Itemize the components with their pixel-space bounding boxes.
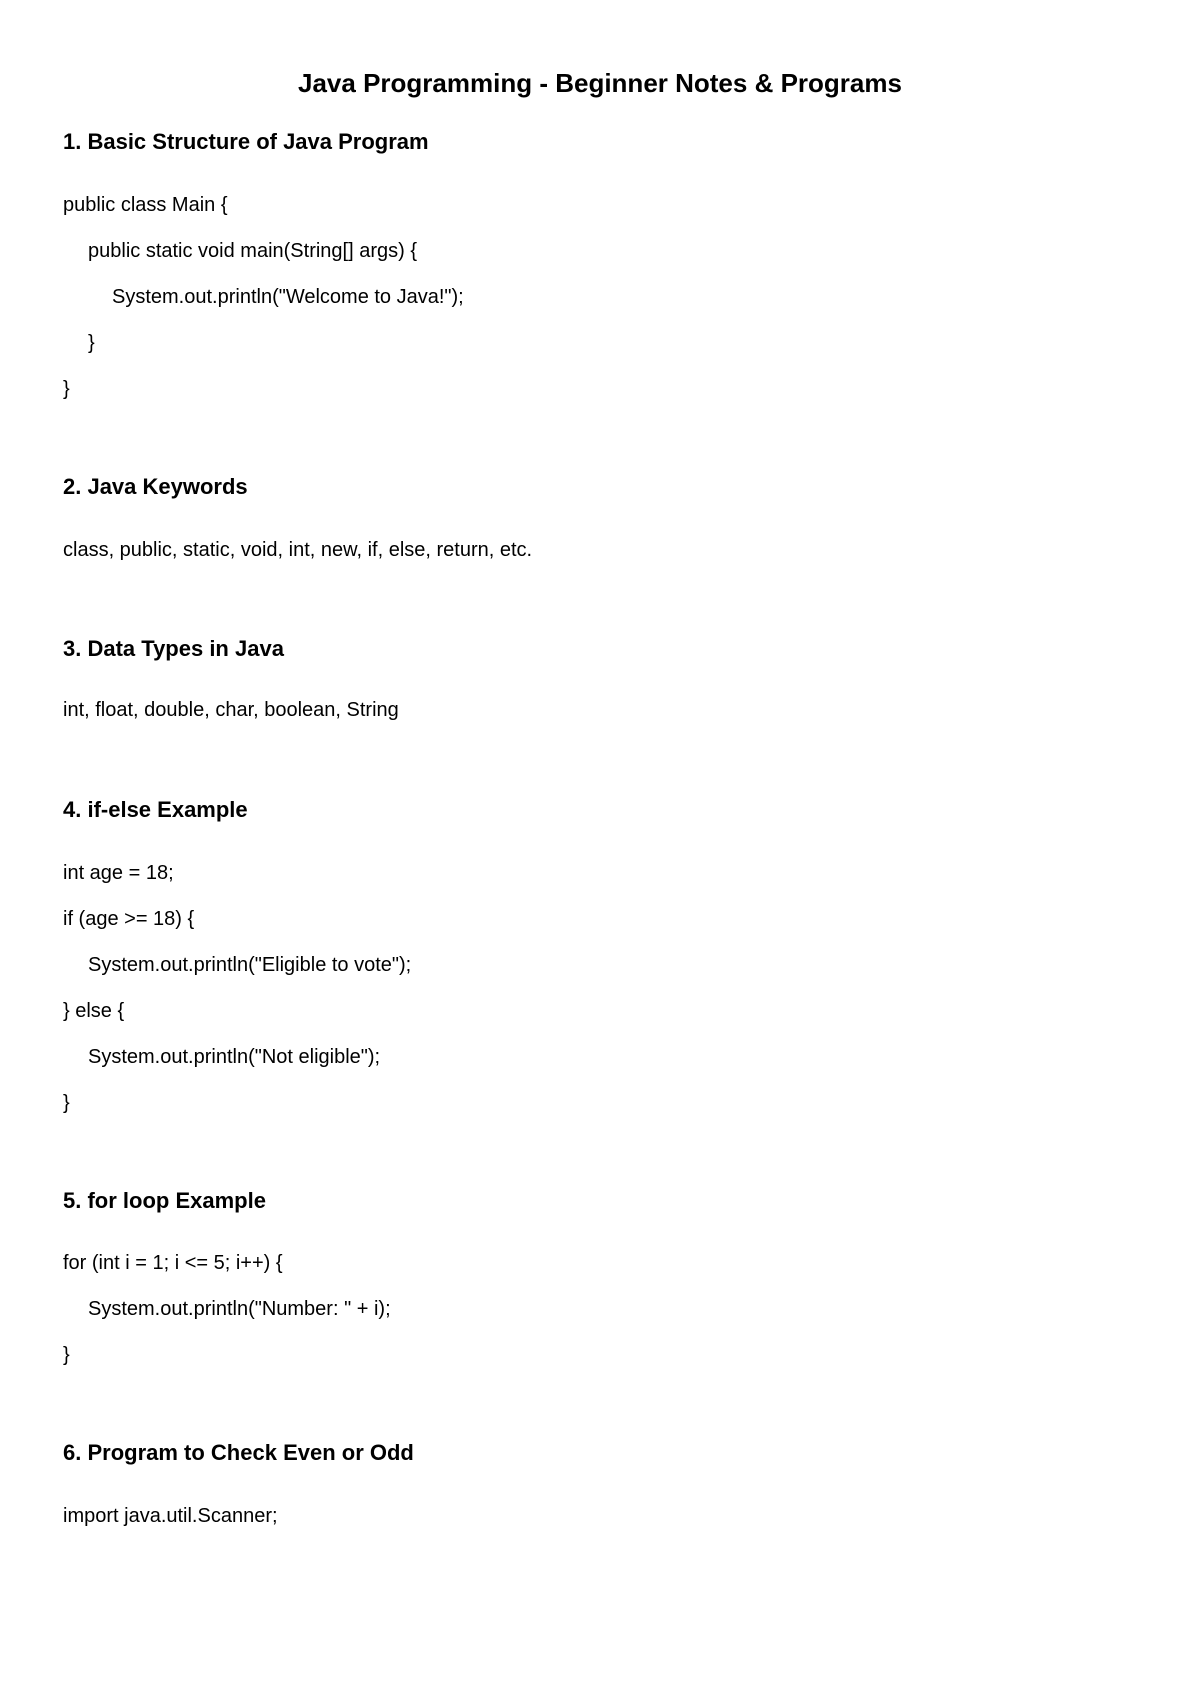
code-line: } else { bbox=[63, 1000, 125, 1022]
section-heading-basic-structure: 1. Basic Structure of Java Program bbox=[63, 129, 429, 154]
code-line: public class Main { bbox=[63, 194, 228, 216]
code-line: import java.util.Scanner; bbox=[63, 1505, 278, 1527]
section-heading-even-odd: 6. Program to Check Even or Odd bbox=[63, 1440, 414, 1465]
code-line: for (int i = 1; i <= 5; i++) { bbox=[63, 1252, 283, 1274]
code-line: public static void main(String[] args) { bbox=[88, 240, 418, 262]
section-heading-keywords: 2. Java Keywords bbox=[63, 474, 248, 499]
section-heading-for-loop: 5. for loop Example bbox=[63, 1188, 266, 1213]
code-line: System.out.println("Not eligible"); bbox=[88, 1046, 381, 1068]
code-line: System.out.println("Number: " + i); bbox=[88, 1298, 391, 1320]
document-title: Java Programming - Beginner Notes & Programs bbox=[298, 68, 902, 98]
code-line: } bbox=[63, 1092, 70, 1114]
section-heading-if-else: 4. if-else Example bbox=[63, 797, 248, 822]
text-line: class, public, static, void, int, new, if, else, return, etc. bbox=[63, 539, 533, 561]
code-line: int age = 18; bbox=[63, 862, 174, 884]
code-line: if (age >= 18) { bbox=[63, 908, 195, 930]
code-line: } bbox=[63, 1344, 70, 1366]
text-line: int, float, double, char, boolean, String bbox=[63, 699, 399, 721]
code-line: } bbox=[63, 378, 70, 400]
code-line: } bbox=[88, 332, 95, 354]
code-line: System.out.println("Eligible to vote"); bbox=[88, 954, 412, 976]
section-heading-data-types: 3. Data Types in Java bbox=[63, 636, 284, 661]
code-line: System.out.println("Welcome to Java!"); bbox=[112, 286, 464, 308]
